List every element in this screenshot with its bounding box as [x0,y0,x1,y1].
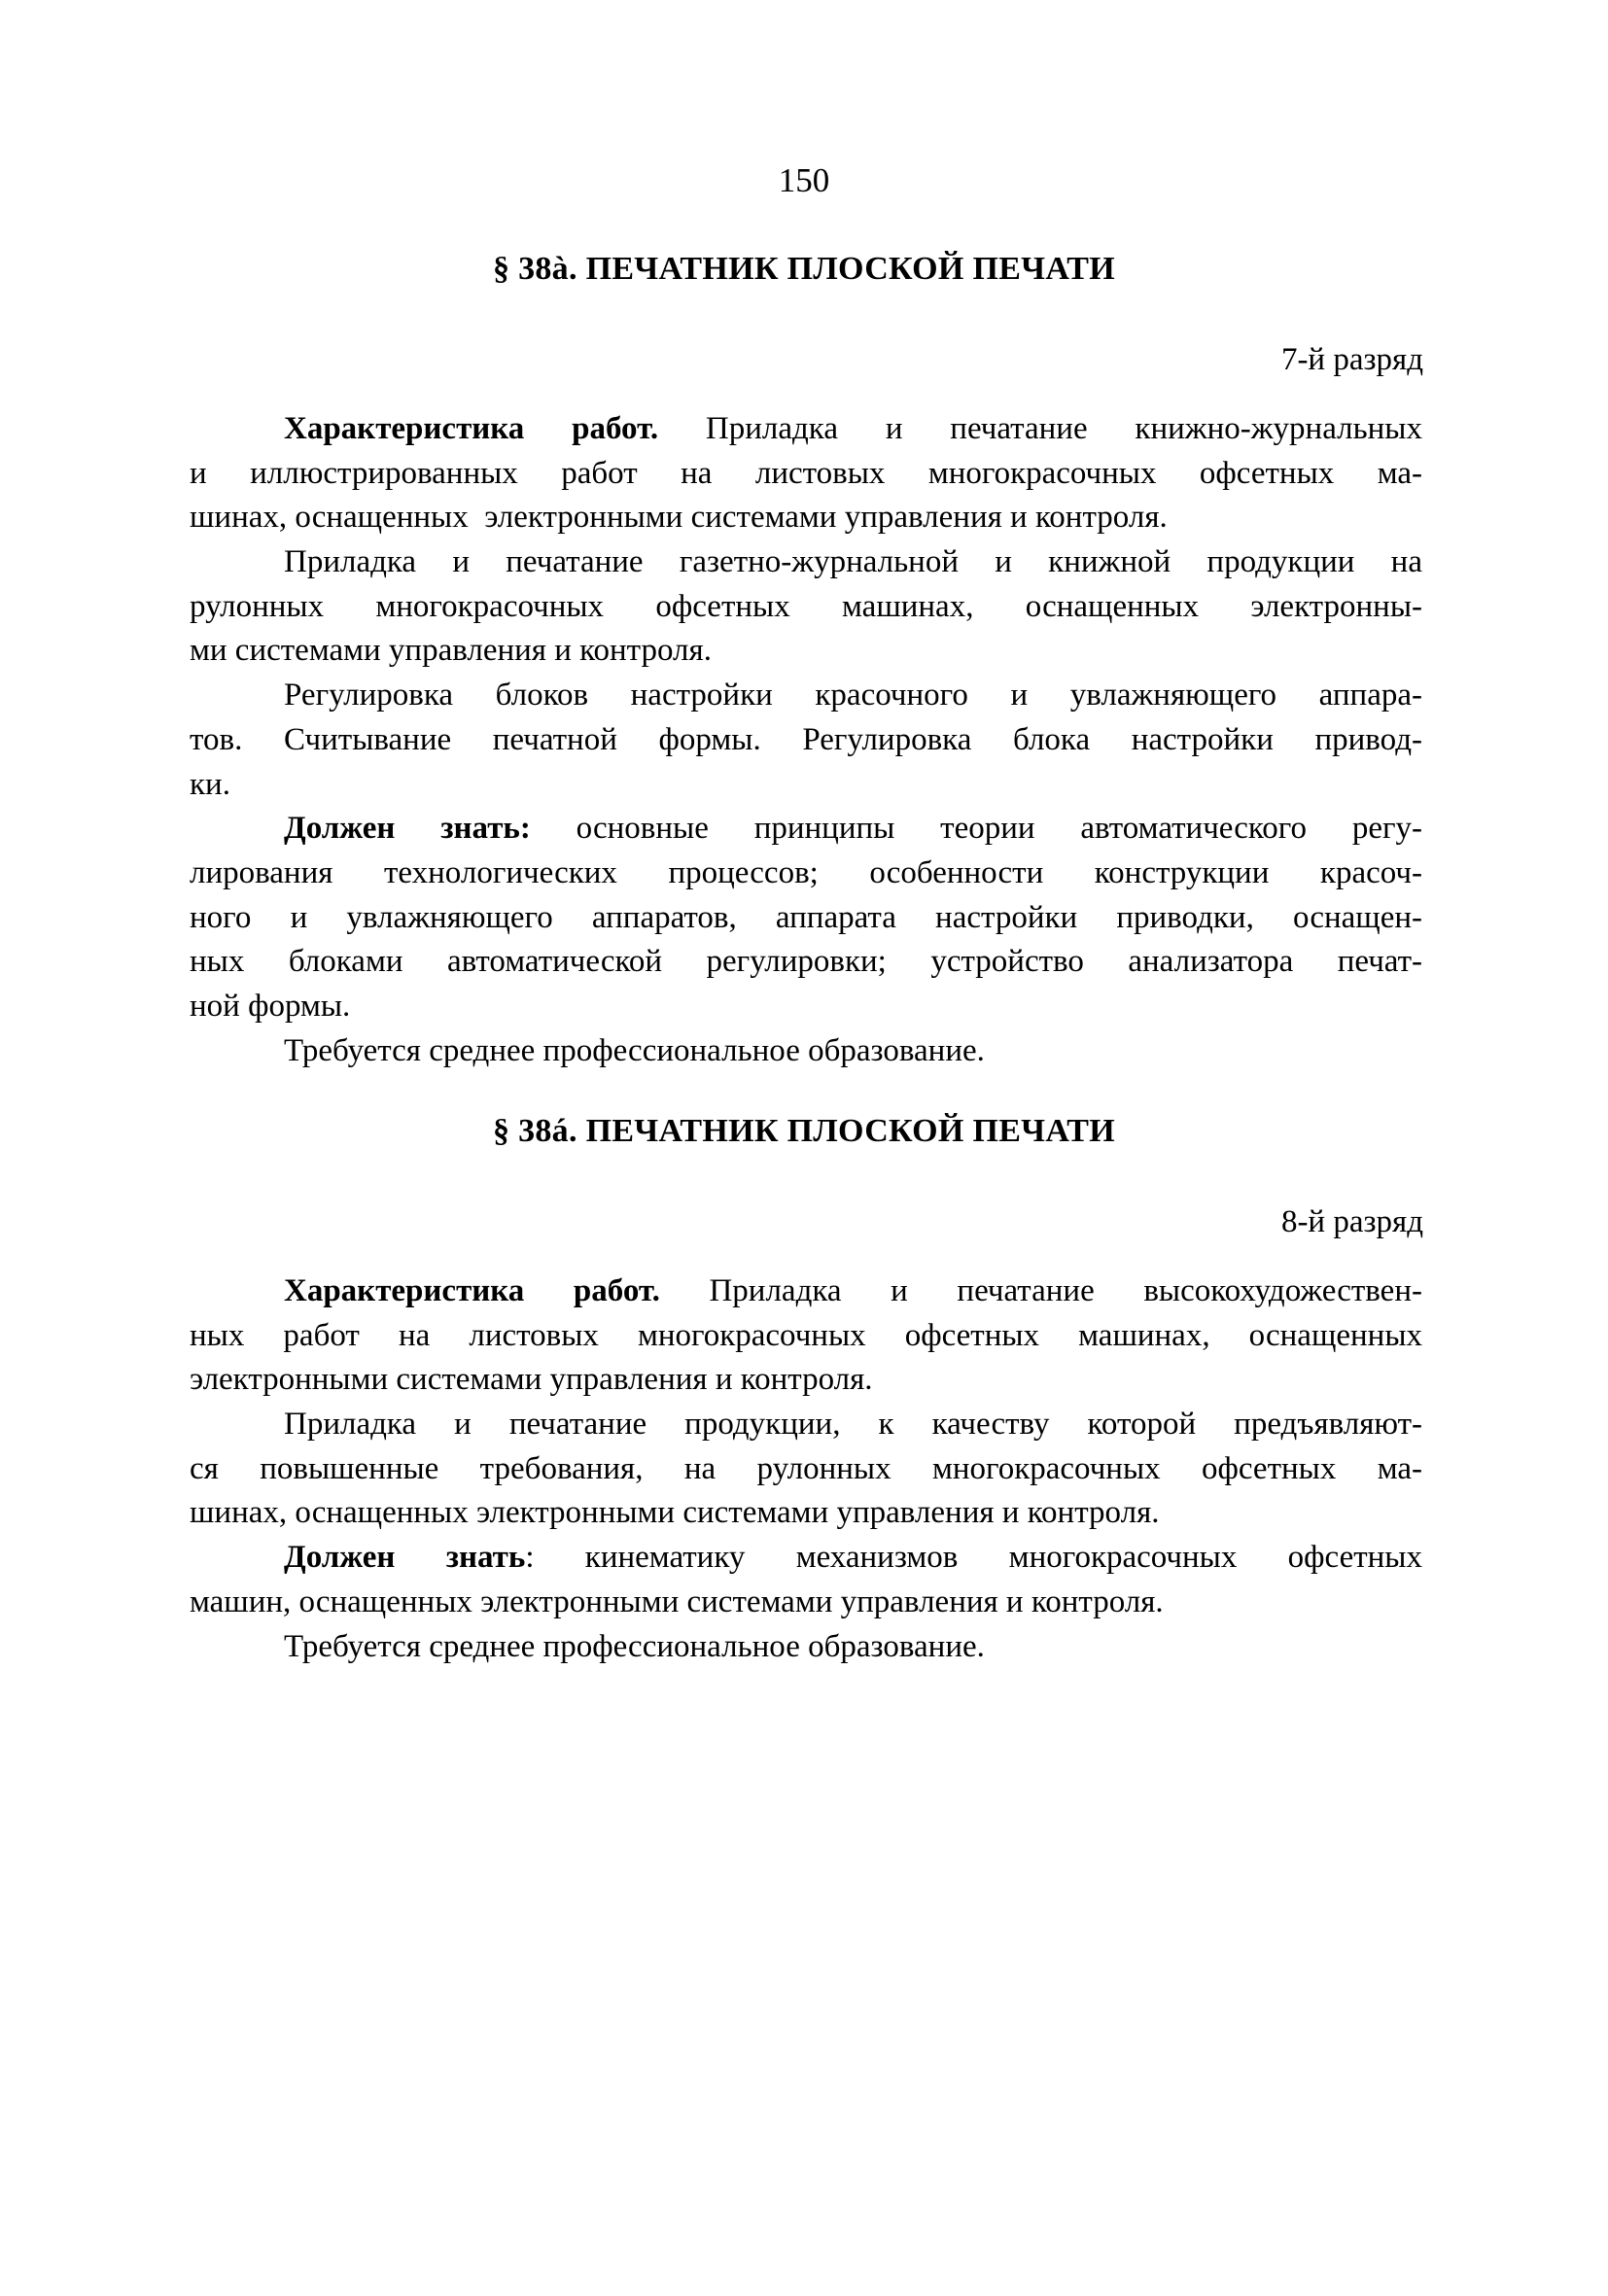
bold-lead: Должен знать: [284,811,531,847]
line-text: Регулировка блоков настройки красочного и увлажняющего аппара- [284,678,1422,713]
text-line [190,852,1422,896]
bold-lead: Характеристика работ. [284,411,659,446]
page-number: 150 [778,161,830,199]
line-text: рулонных многокрасочных офсетных машинах, оснащенных электронны- [190,588,1422,624]
line-text: и иллюстрированных работ на листовых многокрасочных офсетных ма- [190,455,1422,491]
text-line [190,1625,1422,1670]
line-text: : кинематику механизмов многокрасочных офсетных [525,1540,1422,1576]
line-text: Требуется среднее профессиональное образование. [284,1628,985,1664]
line-text: ки. [190,766,230,802]
text-line [190,1403,1422,1447]
line-text: ных работ на листовых многокрасочных офсетных машинах, оснащенных [190,1317,1422,1353]
line-text: шинах, оснащенных электронными системами управления и контроля. [190,1495,1160,1531]
line-text: тов. Считывание печатной формы. Регулировка блока настройки привод- [190,721,1422,757]
text-line [190,407,1422,452]
line-text: машин, оснащенных электронными системами управления и контроля. [190,1583,1164,1619]
text-line [190,540,1422,585]
line-text: ной формы. [190,988,351,1024]
text-line [190,718,1422,763]
section-body [190,407,1422,1073]
line-text: Приладка и печатание газетно-журнальной и книжной продукции на [284,544,1422,580]
line-text: ся повышенные требования, на рулонных многокрасочных офсетных ма- [190,1450,1422,1486]
text-line [190,1581,1422,1625]
text-line [190,496,1422,540]
text-line [190,1029,1422,1074]
text-line [190,1447,1422,1492]
text-line [190,807,1422,852]
line-text: Приладка и печатание продукции, к качеству которой предъявляют- [284,1407,1422,1443]
grade-label: 8-й разряд [1280,1204,1423,1239]
text-line [190,1314,1422,1359]
line-text: Приладка и печатание книжно-журнальных [658,411,1422,446]
text-line [190,674,1422,718]
text-line [190,985,1422,1029]
bold-lead: Должен знать [284,1540,526,1576]
grade-label: 7-й разряд [1280,342,1423,377]
text-line [190,452,1422,497]
line-text: Приладка и печатание высокохудожествен- [659,1273,1422,1308]
text-line [190,585,1422,630]
bold-lead: Характеристика работ. [284,1273,660,1308]
text-line [190,629,1422,674]
line-text: шинах, оснащенных электронными системами управления и контроля. [190,500,1168,536]
line-text: Требуется среднее профессиональное образование. [284,1032,985,1068]
text-line [190,940,1422,985]
line-text: ных блоками автоматической регулировки; устройство анализатора печат- [190,944,1422,980]
text-line [190,1358,1422,1403]
text-line [190,763,1422,808]
line-text: ми системами управления и контроля. [190,633,712,669]
line-text: основные принципы теории автоматического регу- [530,811,1422,847]
section-body [190,1270,1422,1669]
text-line [190,1491,1422,1536]
text-line [190,896,1422,941]
section-heading: § 38á. ПЕЧАТНИК ПЛОСКОЙ ПЕЧАТИ [492,1113,1116,1149]
text-line [190,1270,1422,1314]
line-text: электронными системами управления и контроля. [190,1362,873,1398]
line-text: ного и увлажняющего аппаратов, аппарата настройки приводки, оснащен- [190,899,1422,935]
line-text: лирования технологических процессов; особенности конструкции красоч- [190,854,1422,890]
section-heading: § 38à. ПЕЧАТНИК ПЛОСКОЙ ПЕЧАТИ [492,251,1116,287]
text-line [190,1536,1422,1581]
